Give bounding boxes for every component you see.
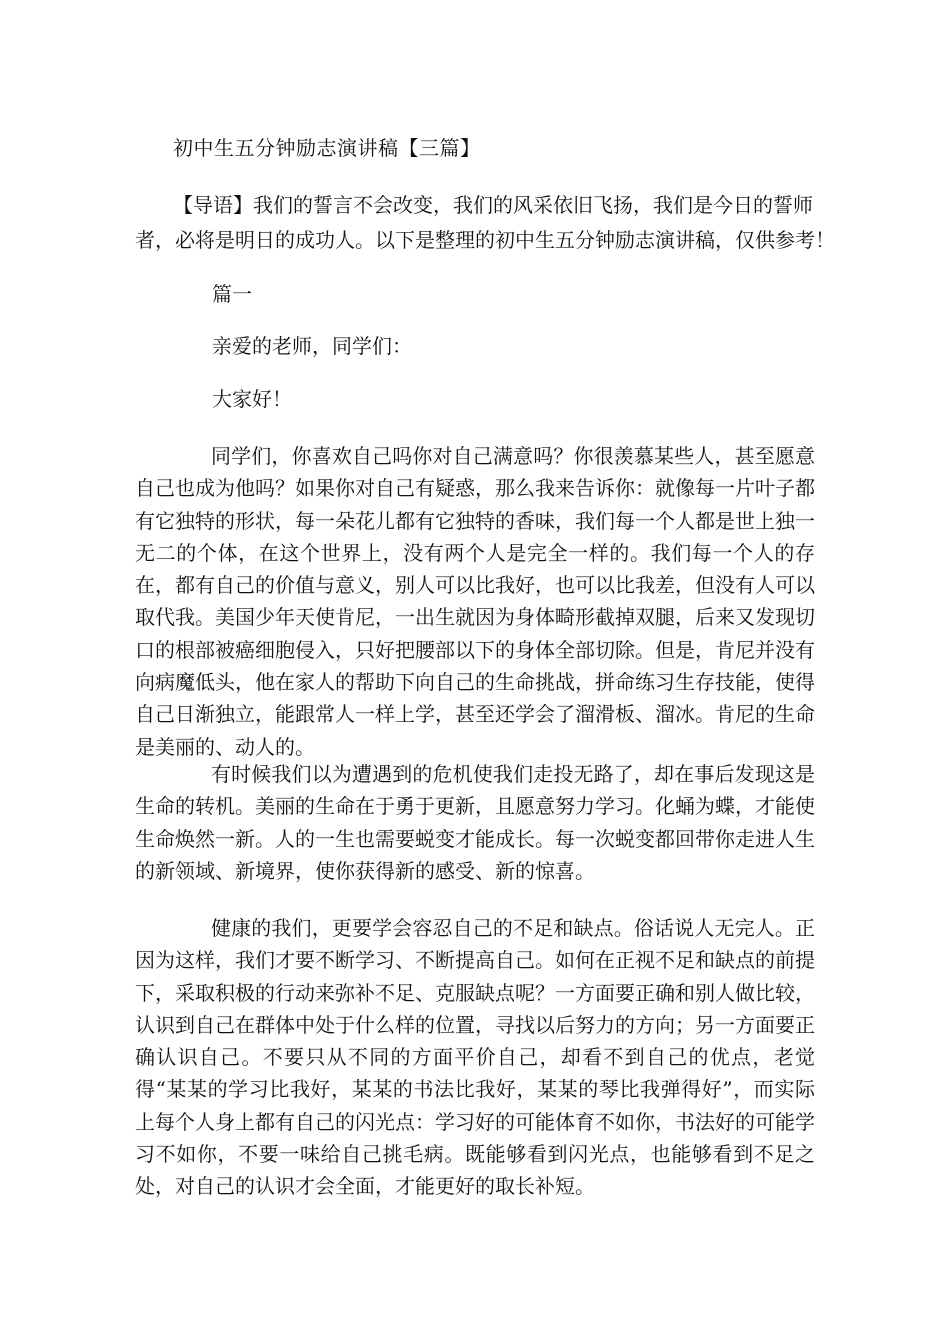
body-paragraph-2: 有时候我们以为遭遇到的危机使我们走投无路了，却在事后发现这是生命的转机。美丽的生命在于勇于更新，且愿意努力学习。化蛹为蝶，才能使生命焕然一新。人的一生也需要蜕变才能成长。每一次蜕变都回带你走进人生的新领域、新境界，使你获得新的感受、新的惊喜。 bbox=[135, 762, 815, 883]
section-heading: 篇一 bbox=[212, 282, 252, 306]
intro-paragraph: 【导语】我们的誓言不会改变，我们的风采依旧飞扬，我们是今日的誓师者，必将是明日的成功人。以下是整理的初中生五分钟励志演讲稿，仅供参考！ bbox=[135, 193, 835, 252]
body-paragraph-3: 健康的我们，更要学会容忍自己的不足和缺点。俗话说人无完人。正因为这样，我们才要不断学习、不断提高自己。如何在正视不足和缺点的前提下，采取积极的行动来弥补不足、克服缺点呢？一方面要正确和别人做比较，认识到自己在群体中处于什么样的位置，寻找以后努力的方向；另一方面要正确认识自己。不要只从不同的方面平价自己，却看不到自己的优点，老觉得“某某的学习比我好，某某的书法比我好，某某的琴比我弹得好”，而实际上每个人身上都有自己的闪光点：学习好的可能体育不如你，书法好的可能学习不如你，不要一味给自己挑毛病。既能够看到闪光点，也能够看到不足之处，对自己的认识才会全面，才能更好的取长补短。 bbox=[135, 916, 815, 1199]
document-title: 初中生五分钟励志演讲稿【三篇】 bbox=[173, 136, 481, 160]
body-paragraph-1: 同学们，你喜欢自己吗你对自己满意吗？你很羡慕某些人，甚至愿意自己也成为他吗？如果你对自己有疑惑，那么我来告诉你：就像每一片叶子都有它独特的形状，每一朵花儿都有它独特的香味，我们每一个人都是世上独一无二的个体，在这个世界上，没有两个人是完全一样的。我们每一个人的存在，都有自己的价值与意义，别人可以比我好，也可以比我差，但没有人可以取代我。美国少年天使肯尼，一出生就因为身体畸形截掉双腿，后来又发现切口的根部被癌细胞侵入，只好把腰部以下的身体全部切除。但是，肯尼并没有向病魔低头，他在家人的帮助下向自己的生命挑战，拼命练习生存技能，使得自己日渐独立，能跟常人一样上学，甚至还学会了溜滑板、溜冰。肯尼的生命是美丽的、动人的。 bbox=[135, 444, 815, 759]
greeting: 大家好！ bbox=[212, 387, 292, 411]
salutation: 亲爱的老师，同学们： bbox=[212, 334, 412, 358]
